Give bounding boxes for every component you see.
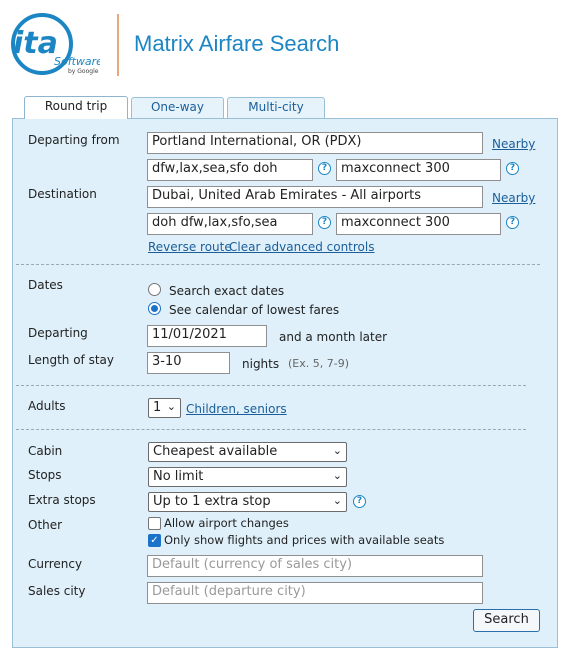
- help-icon[interactable]: ?: [506, 216, 519, 229]
- length-of-stay-label: Length of stay: [28, 353, 114, 367]
- departing-routing-input[interactable]: dfw,lax,sea,sfo doh: [147, 159, 313, 181]
- cabin-select[interactable]: [148, 442, 347, 462]
- logo-text: ita: [13, 26, 58, 61]
- extra-stops-select[interactable]: [148, 492, 347, 512]
- check-icon[interactable]: ✓: [148, 534, 161, 547]
- destination-nearby-link[interactable]: Nearby: [492, 191, 536, 205]
- allow-airport-changes-checkbox[interactable]: [148, 517, 161, 530]
- length-of-stay-input[interactable]: 3-10: [147, 352, 230, 374]
- departing-suffix: and a month later: [279, 330, 388, 344]
- departing-from-input[interactable]: Portland International, OR (PDX): [147, 132, 483, 154]
- stops-value: No limit: [153, 469, 204, 484]
- adults-label: Adults: [28, 399, 66, 413]
- tab-round-trip[interactable]: Round trip: [24, 96, 128, 119]
- departing-nearby-link[interactable]: Nearby: [492, 137, 536, 151]
- sales-city-input[interactable]: Default (departure city): [147, 582, 483, 604]
- reverse-route-link[interactable]: Reverse route: [148, 240, 232, 254]
- destination-input[interactable]: Dubai, United Arab Emirates - All airports: [147, 186, 483, 208]
- stops-label: Stops: [28, 468, 62, 482]
- sales-city-label: Sales city: [28, 584, 86, 598]
- currency-input[interactable]: Default (currency of sales city): [147, 555, 483, 577]
- chevron-down-icon: ⌄: [332, 444, 342, 457]
- logo-byline: by Google: [68, 68, 99, 75]
- destination-extension-input[interactable]: maxconnect 300: [336, 213, 501, 235]
- children-seniors-link[interactable]: Children, seniors: [186, 402, 287, 416]
- adults-value: 1: [153, 400, 162, 415]
- help-icon[interactable]: ?: [506, 162, 519, 175]
- adults-select[interactable]: [148, 398, 181, 418]
- extra-stops-label: Extra stops: [28, 493, 96, 507]
- cabin-label: Cabin: [28, 444, 63, 458]
- chevron-down-icon: ⌄: [332, 494, 342, 507]
- available-seats-label: Only show flights and prices with available seats: [164, 533, 445, 547]
- logo-software: Software: [54, 55, 100, 68]
- departing-date-input[interactable]: 11/01/2021: [147, 325, 267, 347]
- chevron-down-icon: ⌄: [166, 400, 176, 413]
- search-button[interactable]: Search: [473, 609, 540, 632]
- help-icon[interactable]: ?: [353, 495, 366, 508]
- departing-from-label: Departing from: [28, 133, 120, 147]
- chevron-down-icon: ⌄: [332, 469, 342, 482]
- length-of-stay-hint: (Ex. 5, 7-9): [288, 357, 349, 370]
- exact-dates-label: Search exact dates: [169, 284, 285, 298]
- departing-label: Departing: [28, 326, 88, 340]
- stops-select[interactable]: [148, 467, 347, 487]
- allow-airport-changes-label: Allow airport changes: [164, 516, 289, 530]
- page-title: Matrix Airfare Search: [134, 31, 340, 56]
- help-icon[interactable]: ?: [318, 162, 331, 175]
- departing-extension-input[interactable]: maxconnect 300: [336, 159, 501, 181]
- cabin-value: Cheapest available: [153, 444, 278, 459]
- section-divider: [16, 429, 526, 430]
- section-divider: [16, 385, 526, 386]
- extra-stops-value: Up to 1 extra stop: [153, 494, 271, 509]
- tab-one-way[interactable]: One-way: [131, 97, 224, 118]
- destination-label: Destination: [28, 187, 97, 201]
- clear-advanced-controls-link[interactable]: Clear advanced controls: [229, 240, 375, 254]
- help-icon[interactable]: ?: [318, 216, 331, 229]
- calendar-fares-label: See calendar of lowest fares: [169, 303, 340, 317]
- section-divider: [16, 264, 540, 265]
- currency-label: Currency: [28, 557, 83, 571]
- radio-exact-dates[interactable]: [148, 283, 161, 296]
- tab-multi-city[interactable]: Multi-city: [227, 97, 325, 118]
- destination-routing-input[interactable]: doh dfw,lax,sfo,sea: [147, 213, 313, 235]
- nights-label: nights: [242, 357, 280, 371]
- radio-calendar-fares[interactable]: [148, 302, 161, 315]
- other-label: Other: [28, 518, 63, 532]
- dates-label: Dates: [28, 278, 63, 292]
